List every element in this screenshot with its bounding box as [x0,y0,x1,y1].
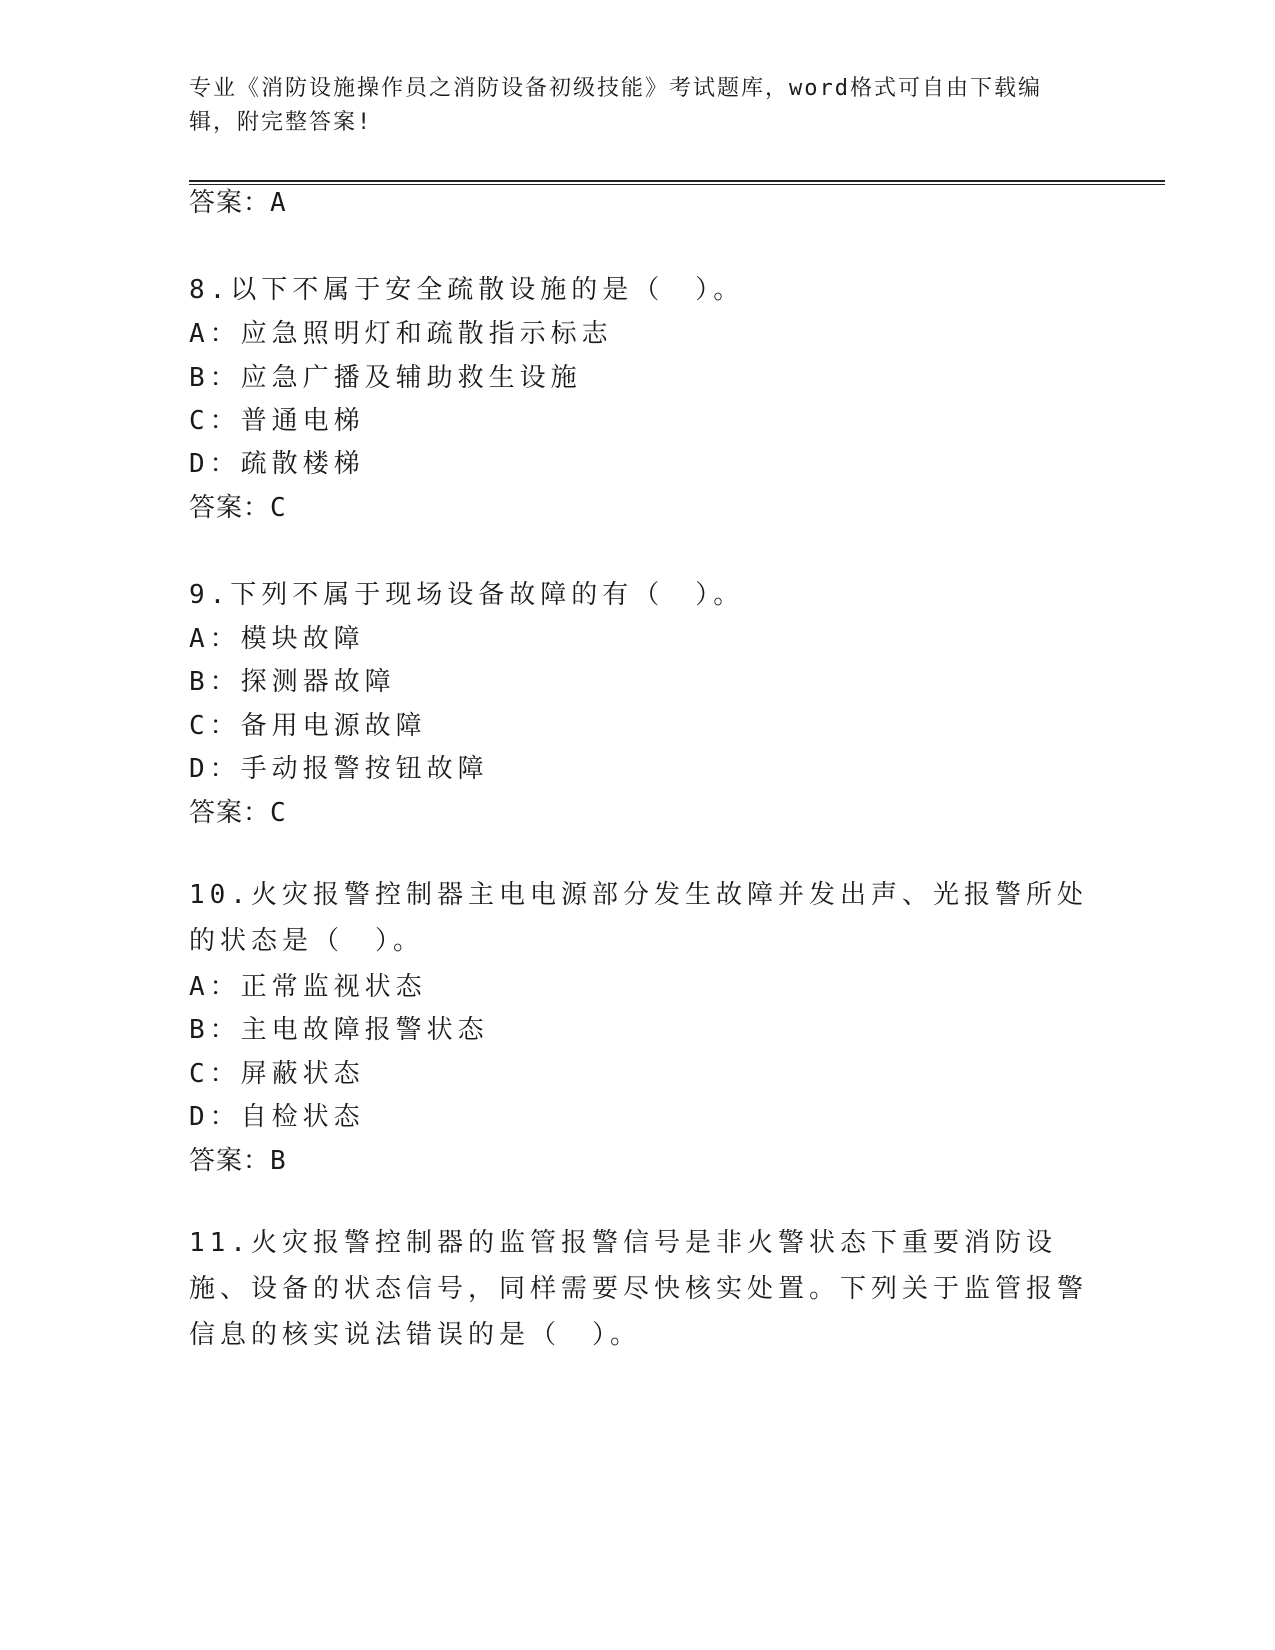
question-10-stem: 10.火灾报警控制器主电电源部分发生故障并发出声、光报警所处的状态是（ ）。 [189,880,1088,956]
question-9-stem: 9.下列不属于现场设备故障的有（ ）。 [189,580,745,610]
question-10-option-d: D：自检状态 [189,1102,365,1132]
question-9-option-d: D：手动报警按钮故障 [189,754,489,784]
question-9-option-b: B：探测器故障 [189,667,396,697]
question-11-stem: 11.火灾报警控制器的监管报警信号是非火警状态下重要消防设施、设备的状态信号，同样需要尽快核实处置。下列关于监管报警信息的核实说法错误的是（ ）。 [189,1228,1089,1350]
question-8-option-a: A：应急照明灯和疏散指示标志 [189,319,613,349]
question-10-option-a: A：正常监视状态 [189,972,427,1002]
question-8-option-c: C：普通电梯 [189,406,365,436]
question-9-option-a: A：模块故障 [189,624,365,654]
answer-q7: 答案：A [189,188,287,218]
question-10-answer: 答案：B [189,1146,287,1176]
header-divider-thin [189,184,1165,185]
question-8-stem: 8.以下不属于安全疏散设施的是（ ）。 [189,275,745,305]
question-9-answer: 答案：C [189,798,287,828]
question-8-answer: 答案：C [189,493,287,523]
question-9-option-c: C：备用电源故障 [189,711,427,741]
question-10-option-b: B：主电故障报警状态 [189,1015,489,1045]
question-10-option-c: C：屏蔽状态 [189,1059,365,1089]
question-8-option-b: B：应急广播及辅助救生设施 [189,363,582,393]
question-8-option-d: D：疏散楼梯 [189,449,365,479]
document-header: 专业《消防设施操作员之消防设备初级技能》考试题库，word格式可自由下载编辑，附完整答案! [189,76,1042,135]
header-divider [189,180,1165,182]
